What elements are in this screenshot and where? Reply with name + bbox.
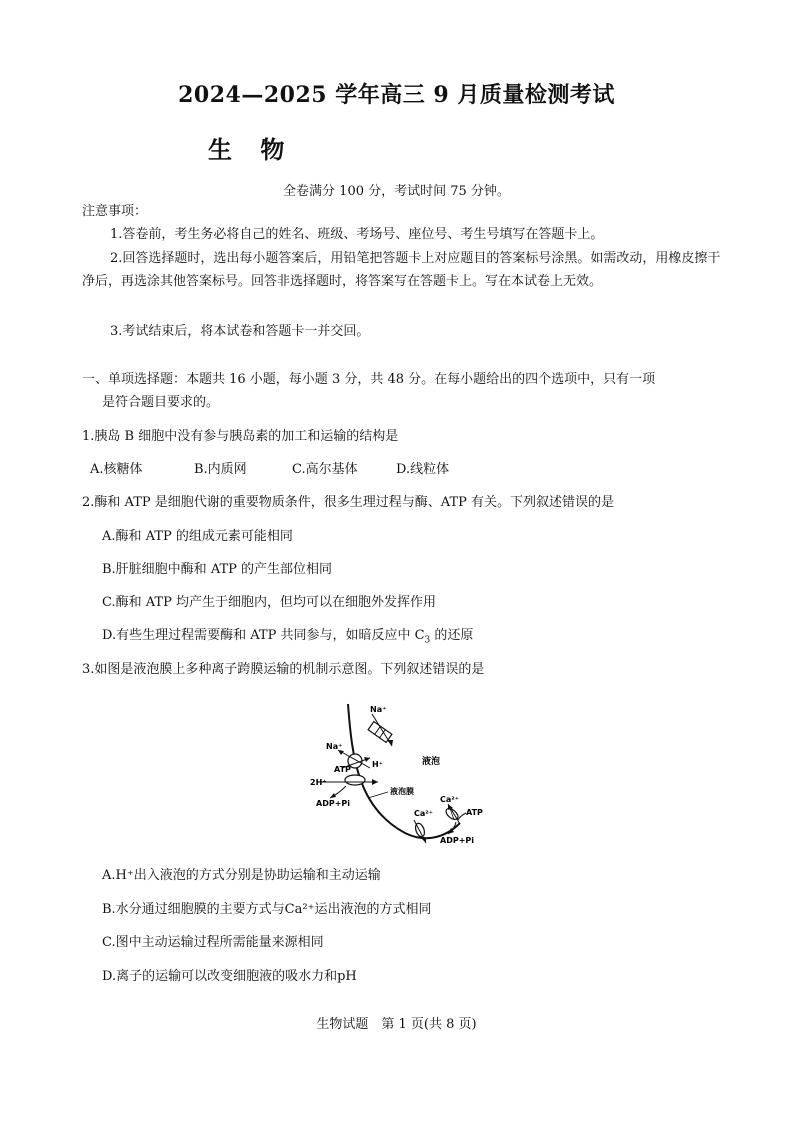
q1-stem: 1.胰岛 B 细胞中没有参与胰岛素的加工和运输的结构是 [82, 429, 399, 444]
q2-option-d [102, 626, 473, 651]
notice-item-1: 1.答卷前，考生务必将自己的姓名、班级、考场号、座位号、考生号填写在答题卡上。 [110, 227, 604, 242]
label-membrane: 液泡膜 [390, 787, 414, 796]
label-na-top: Na⁺ [370, 705, 387, 714]
q2-option-c: C.酶和 ATP 均产生于细胞内，但均可以在细胞外发挥作用 [102, 595, 436, 610]
label-vacuole: 液泡 [422, 757, 441, 767]
q2-option-d-text: D.有些生理过程需要酶和 ATP 共同参与，如暗反应中 C [102, 628, 425, 643]
page-footer: 生物试题 第 1 页(共 8 页) [316, 1017, 477, 1032]
q2-stem: 2.酶和 ATP 是细胞代谢的重要物质条件，很多生理过程与酶、ATP 有关。下列叙述错误的是 [82, 495, 614, 510]
section-one-line-1: 一、单项选择题：本题共 16 小题，每小题 3 分，共 48 分。在每小题给出的四个选项中，只有一项 [82, 372, 656, 387]
q3-stem: 3.如图是液泡膜上多种离子跨膜运输的机制示意图。下列叙述错误的是 [82, 662, 485, 677]
label-h-plus: H⁺ [372, 760, 383, 769]
label-na-left: Na⁺ [326, 742, 343, 751]
q3-option-a: A.H⁺出入液泡的方式分别是协助运输和主动运输 [102, 868, 381, 883]
atp-pump [345, 775, 365, 785]
q3-option-b: B.水分通过细胞膜的主要方式与Ca²⁺运出液泡的方式相同 [102, 902, 432, 917]
ca-channel [414, 822, 426, 838]
label-ca-right: Ca²⁺ [440, 795, 459, 804]
q2-option-d-suffix: 的还原 [430, 628, 474, 643]
q2-option-d-subscript: 3 [424, 635, 431, 646]
label-two-h: 2H⁺ [310, 778, 327, 787]
label-ca-left: Ca²⁺ [414, 809, 433, 818]
q3-option-d: D.离子的运输可以改变细胞液的吸水力和pH [102, 969, 357, 984]
label-atp-right: ATP [466, 808, 483, 817]
vacuole-membrane-arc [348, 704, 460, 838]
q2-option-b: B.肝脏细胞中酶和 ATP 的产生部位相同 [102, 562, 333, 577]
subject-heading: 生 物 [208, 135, 295, 164]
q1-option-b: B.内质网 [194, 462, 247, 477]
ion-transport-diagram [300, 698, 500, 853]
notice-item-2: 2.回答选择题时，选出每小题答案后，用铅笔把答题卡上对应题目的答案标号涂黑。如需改动，用橡皮擦干净后，再选涂其他答案标号。回答非选择题时，将答案写在答题卡上。写在本试卷上无效。 [82, 251, 721, 289]
exam-meta: 全卷满分 100 分，考试时间 75 分钟。 [283, 184, 510, 199]
section-one-title [82, 368, 722, 414]
q3-option-c: C.图中主动运输过程所需能量来源相同 [102, 935, 324, 950]
q1-option-d: D.线粒体 [396, 462, 450, 477]
q1-option-a: A.核糖体 [90, 462, 143, 477]
q1-option-c: C.高尔基体 [292, 462, 358, 477]
q1-options [90, 460, 449, 480]
q2-option-a: A.酶和 ATP 的组成元素可能相同 [102, 529, 293, 544]
label-adp-left: ADP+Pi [316, 799, 351, 808]
label-atp-left: ATP [334, 765, 351, 774]
label-adp-right: ADP+Pi [440, 836, 475, 845]
section-one-line-2: 是符合题目要求的。 [102, 395, 220, 410]
exam-title: 2024—2025 学年高三 9 月质量检测考试 [178, 82, 615, 108]
notice-heading: 注意事项： [82, 204, 148, 219]
notice-item-3: 3.考试结束后，将本试卷和答题卡一并交回。 [110, 324, 370, 339]
